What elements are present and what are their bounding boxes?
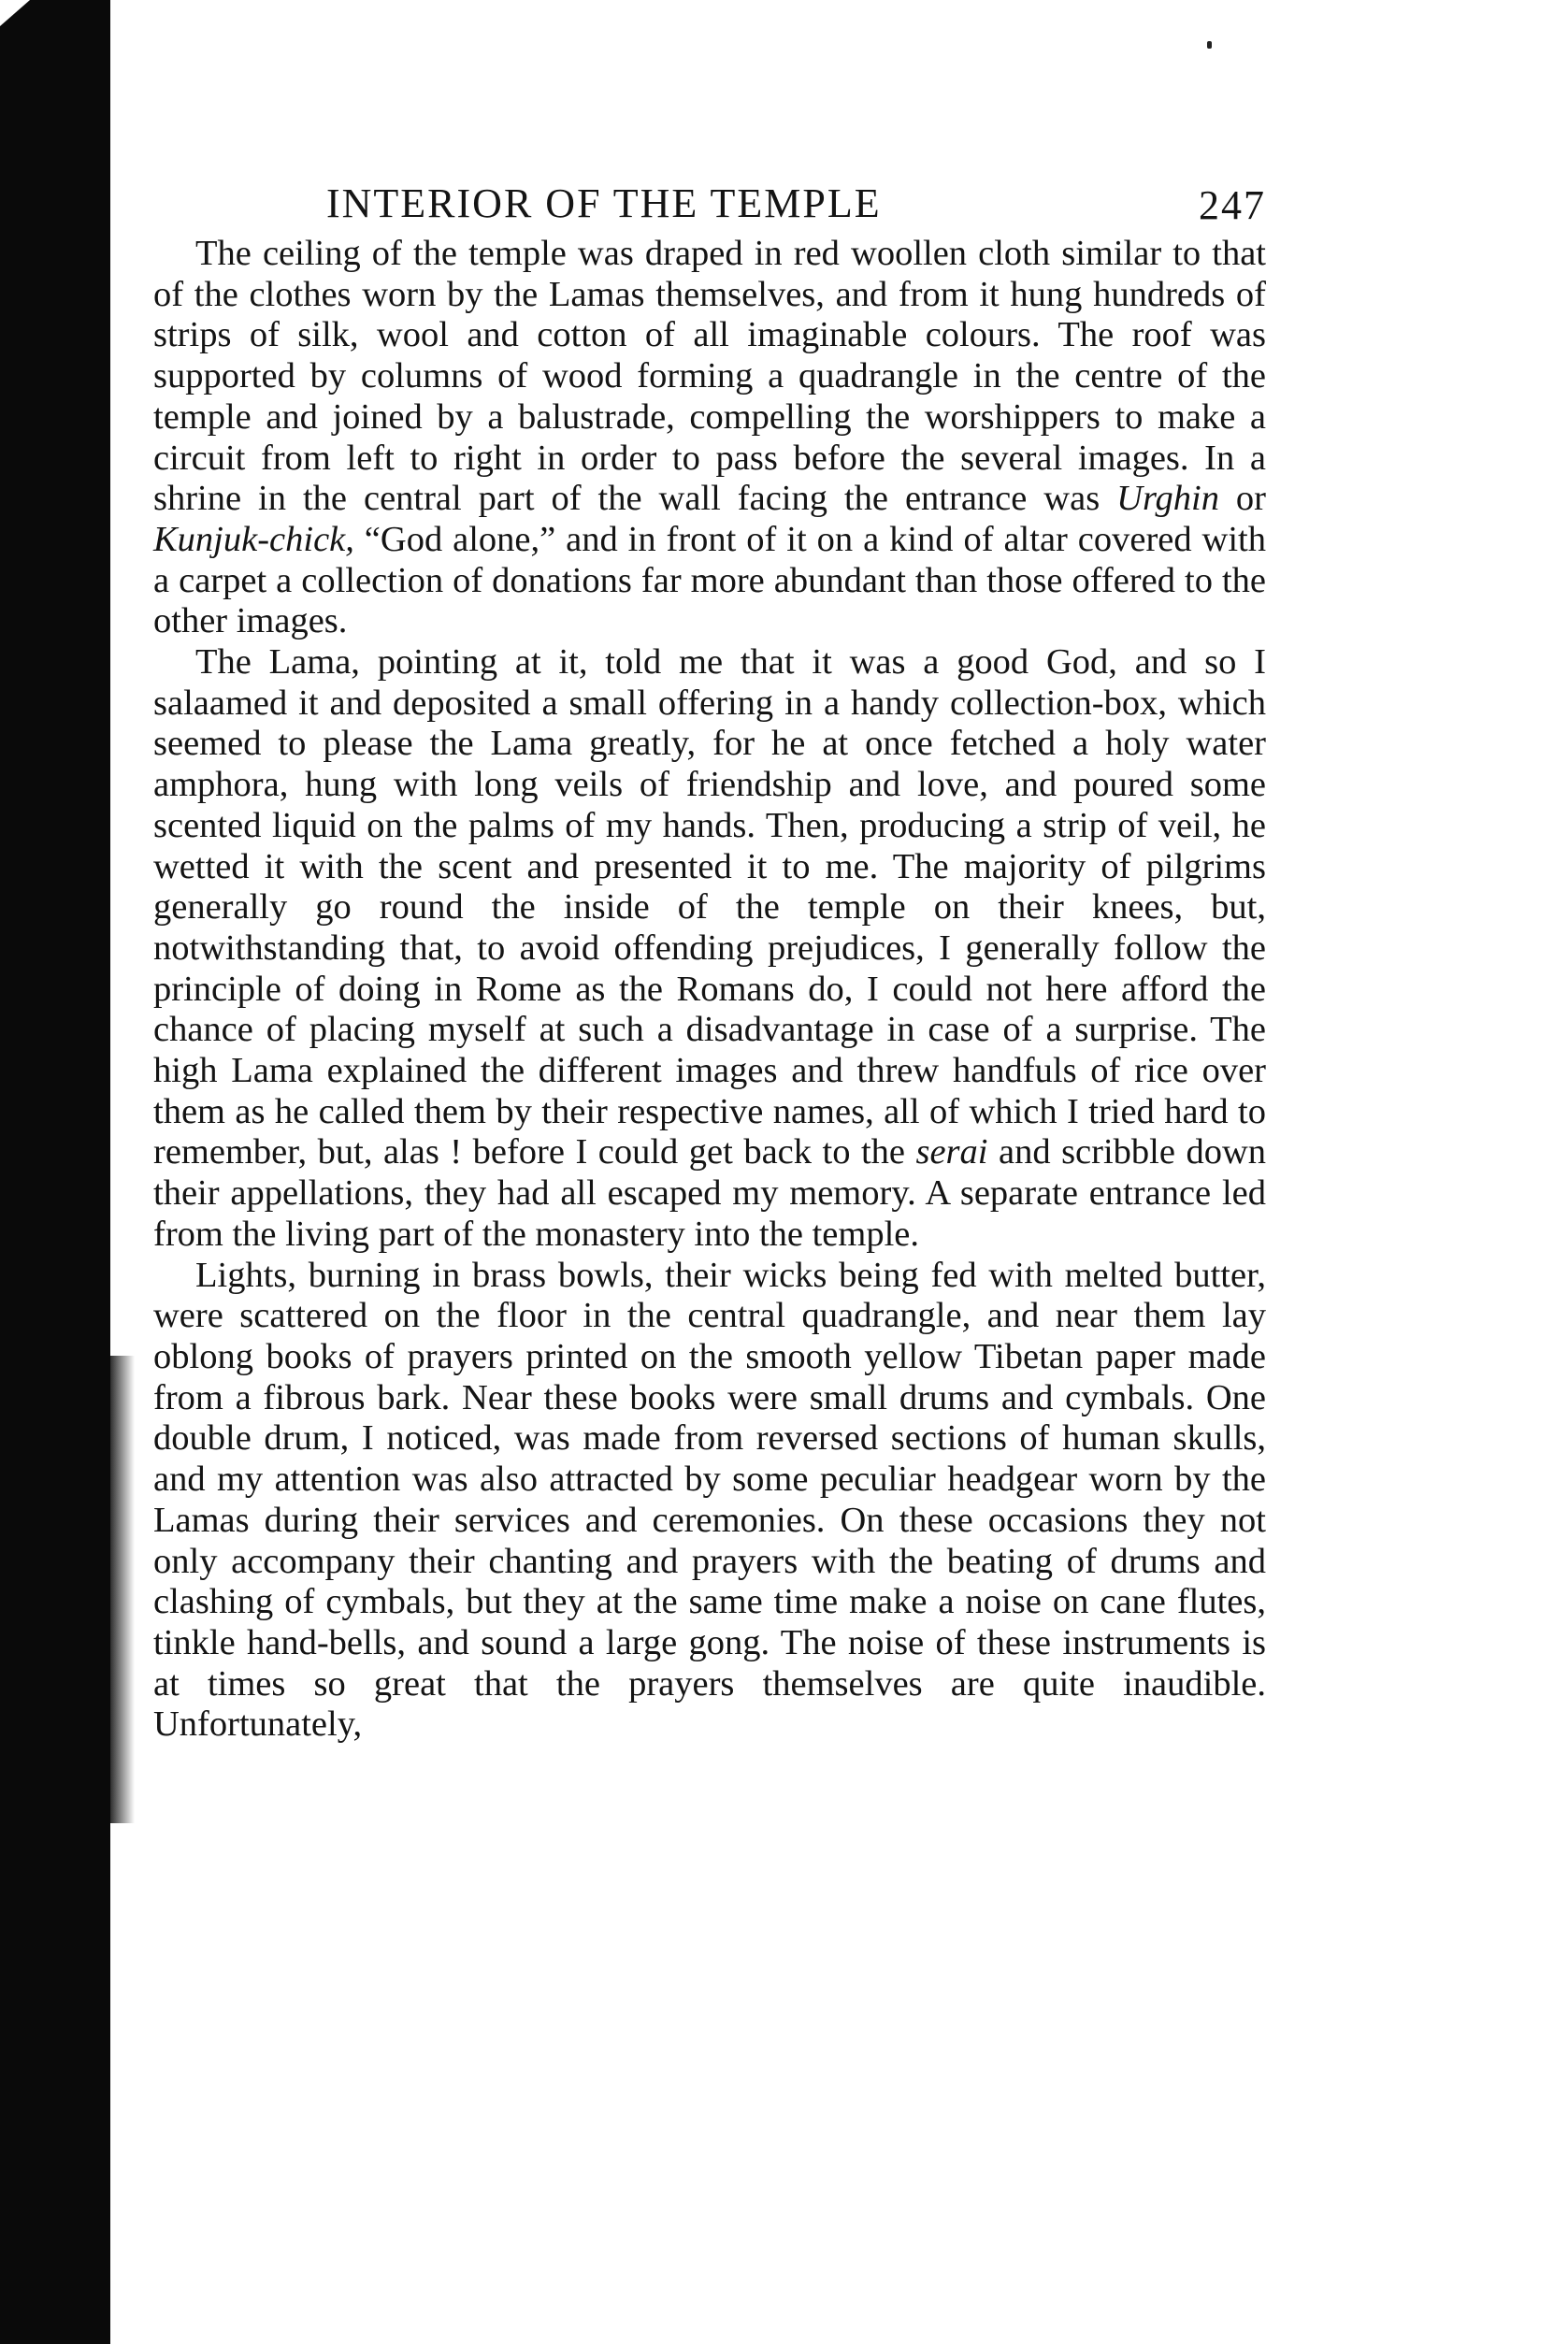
paragraph-3 [153, 1256, 1266, 1746]
running-head [153, 168, 1266, 234]
paragraph-1 [153, 234, 1266, 642]
paragraph-2 [153, 642, 1266, 1256]
scan-corner-mark [0, 0, 30, 26]
book-page [153, 168, 1266, 1746]
scan-gutter-shadow [0, 0, 110, 2344]
scan-gutter-fade [110, 1356, 135, 1823]
scan-speck [1207, 41, 1212, 49]
page-number: 247 [1199, 182, 1266, 228]
italic-name-urghin: Urghin [1116, 479, 1219, 519]
italic-name-kunjuk-chick: Kunjuk-chick, [153, 519, 354, 559]
italic-word-serai: serai [915, 1132, 988, 1172]
body-text [153, 234, 1266, 1746]
text-run: The ceiling of the temple was draped in red woollen cloth similar to that of the clothes worn by the Lamas themselves, and from it hung hundreds of strips of silk, wool and cotton of all imaginable colours. The roof was supported by columns of wood forming a quadrangle in the centre of the temple and joined by a balustrade, compelling the worshippers to make a circuit from left to right in order to pass before the several images. In a shrine in the central part of the wall facing the entrance was [153, 234, 1266, 519]
text-run: The Lama, pointing at it, told me that it was a good God, and so I salaamed it and deposited a small offering in a handy collection-box, which seemed to please the Lama greatly, for he at once fetched a holy water amphora, hung with long veils of friendship and love, and poured some scented liquid on the palms of my hands. Then, producing a strip of veil, he wetted it with the scent and presented it to me. The majority of pilgrims generally go round the inside of the temple on their knees, but, notwithstanding that, to avoid offending prejudices, I generally follow the principle of doing in Rome as the Romans do, I could not here afford the chance of placing myself at such a disadvantage in case of a surprise. The high Lama explained the different images and threw handfuls of rice over them as he called them by their respective names, all of which I tried hard to remember, but, alas ! before I could get back to the [153, 642, 1266, 1172]
text-run: or [1218, 479, 1266, 519]
running-title: INTERIOR OF THE TEMPLE [326, 180, 882, 226]
text-run: Lights, burning in brass bowls, their wicks being fed with melted butter, were scattered on the floor in the central quadrangle, and near them lay oblong books of prayers printed on the smooth yellow Tibetan paper made from a fibrous bark. Near these books were small drums and cymbals. One double drum, I noticed, was made from reversed sections of human skulls, and my attention was also attracted by some peculiar headgear worn by the Lamas during their services and ceremonies. On these occasions they not only accompany their chanting and prayers with the beating of drums and clashing of cymbals, but they at the same time make a noise on cane flutes, tinkle hand-bells, and sound a large gong. The noise of these instruments is at times so great that the prayers themselves are quite inaudible. Unfortunately, [153, 1255, 1266, 1745]
text-run: and scribble down their appellations, they had all escaped my memory. A separate entrance led from the living part of the monastery into the temple. [153, 1132, 1266, 1254]
text-run: “God alone,” and in front of it on a kind of altar covered with a carpet a collection of donations far more abundant than those offered to the other images. [153, 519, 1266, 641]
